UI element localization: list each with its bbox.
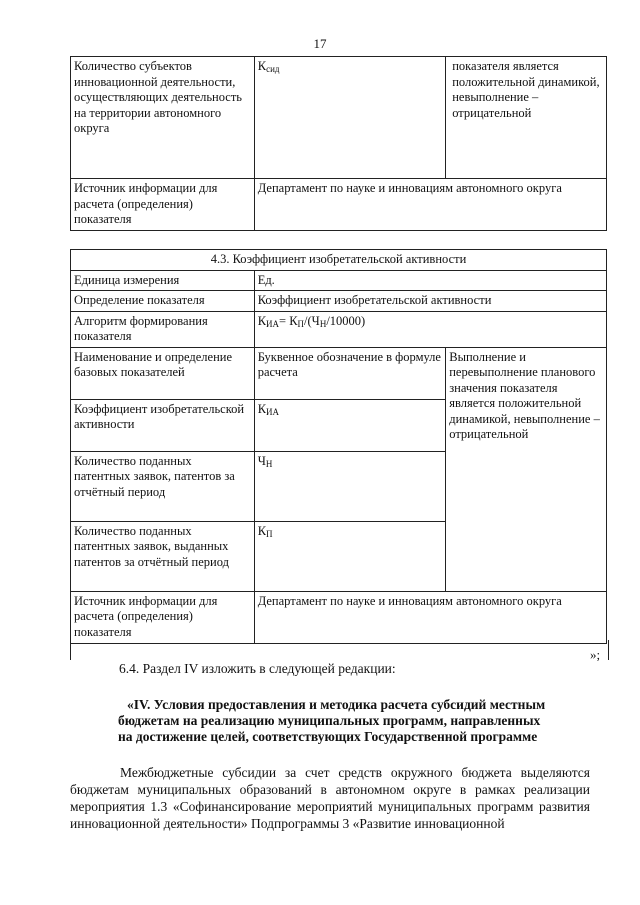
indicator-name-cell: Количество субъектов инновационной деятельности, осуществляющих деятельность на территории автономного округа	[71, 57, 255, 179]
table-row	[71, 311, 607, 347]
section-heading-line-1: «IV. Условия предоставления и методика расчета субсидий местным	[127, 697, 546, 712]
unit-value: Ед.	[254, 270, 606, 291]
table-row	[71, 291, 607, 312]
table-row	[71, 179, 607, 231]
source-value: Департамент по науке и инновациям автономного округа	[254, 591, 606, 643]
table-row	[71, 57, 607, 179]
table-tail-border	[70, 640, 609, 660]
table-title: 4.3. Коэффициент изобретательской активности	[71, 250, 607, 271]
definition-value: Коэффициент изобретательской активности	[254, 291, 606, 312]
table-title-row	[71, 250, 607, 271]
base-indicator-name: Количество поданных патентных заявок, выданных патентов за отчётный период	[71, 521, 255, 591]
table-row	[71, 270, 607, 291]
table-row	[71, 591, 607, 643]
closing-quote: »;	[590, 647, 601, 662]
inventive-activity-table	[70, 249, 607, 644]
symbol-k: К	[257, 59, 267, 73]
indicator-table-continued	[70, 56, 607, 231]
symbol-header: Буквенное обозначение в формуле расчета	[254, 347, 446, 399]
base-indicator-symbol: $К_{ИА}$	[254, 399, 446, 451]
unit-label: Единица измерения	[71, 270, 255, 291]
source-label-cell: Источник информации для расчета (определения) показателя	[71, 179, 255, 231]
execution-note-cell: показателя является положительной динамикой, невыполнение – отрицательной	[446, 57, 607, 179]
execution-note: Выполнение и перевыполнение планового значения показателя является положительной динамикой, невыполнение – отрицательной	[446, 347, 607, 591]
section-heading-line-3: на достижение целей, соответствующих Государственной программе	[118, 729, 538, 744]
page-number: 17	[313, 36, 327, 51]
symbol-subscript: сид	[266, 64, 280, 74]
algorithm-formula: $К_{ИА}= К_П/(Ч_Н/10000)$	[254, 311, 606, 347]
source-label: Источник информации для расчета (определения) показателя	[71, 591, 255, 643]
indicator-symbol-cell	[254, 57, 445, 179]
base-indicator-name: Количество поданных патентных заявок, патентов за отчётный период	[71, 451, 255, 521]
section-heading-line-2: бюджетам на реализацию муниципальных программ, направленных	[118, 713, 541, 728]
table-row	[71, 347, 607, 399]
base-indicator-symbol: $К_П$	[254, 521, 446, 591]
algorithm-label: Алгоритм формирования показателя	[71, 311, 255, 347]
body-paragraph: Межбюджетные субсидии за счет средств окружного бюджета выделяются бюджетам муниципальных образований в автономном округе в рамках реализации мероприятия 1.3 «Софинансирование мероприятий муниципальных программ развития инновационной деятельности» Подпрограммы 3 «Развитие инновационной	[70, 765, 590, 831]
base-indicator-name: Коэффициент изобретательской активности	[71, 399, 255, 451]
base-indicators-label: Наименование и определение базовых показателей	[71, 347, 255, 399]
source-value-cell: Департамент по науке и инновациям автономного округа	[254, 179, 606, 231]
paragraph-6-4: 6.4. Раздел IV изложить в следующей редакции:	[119, 661, 396, 676]
base-indicator-symbol: $Ч_Н$	[254, 451, 446, 521]
definition-label: Определение показателя	[71, 291, 255, 312]
